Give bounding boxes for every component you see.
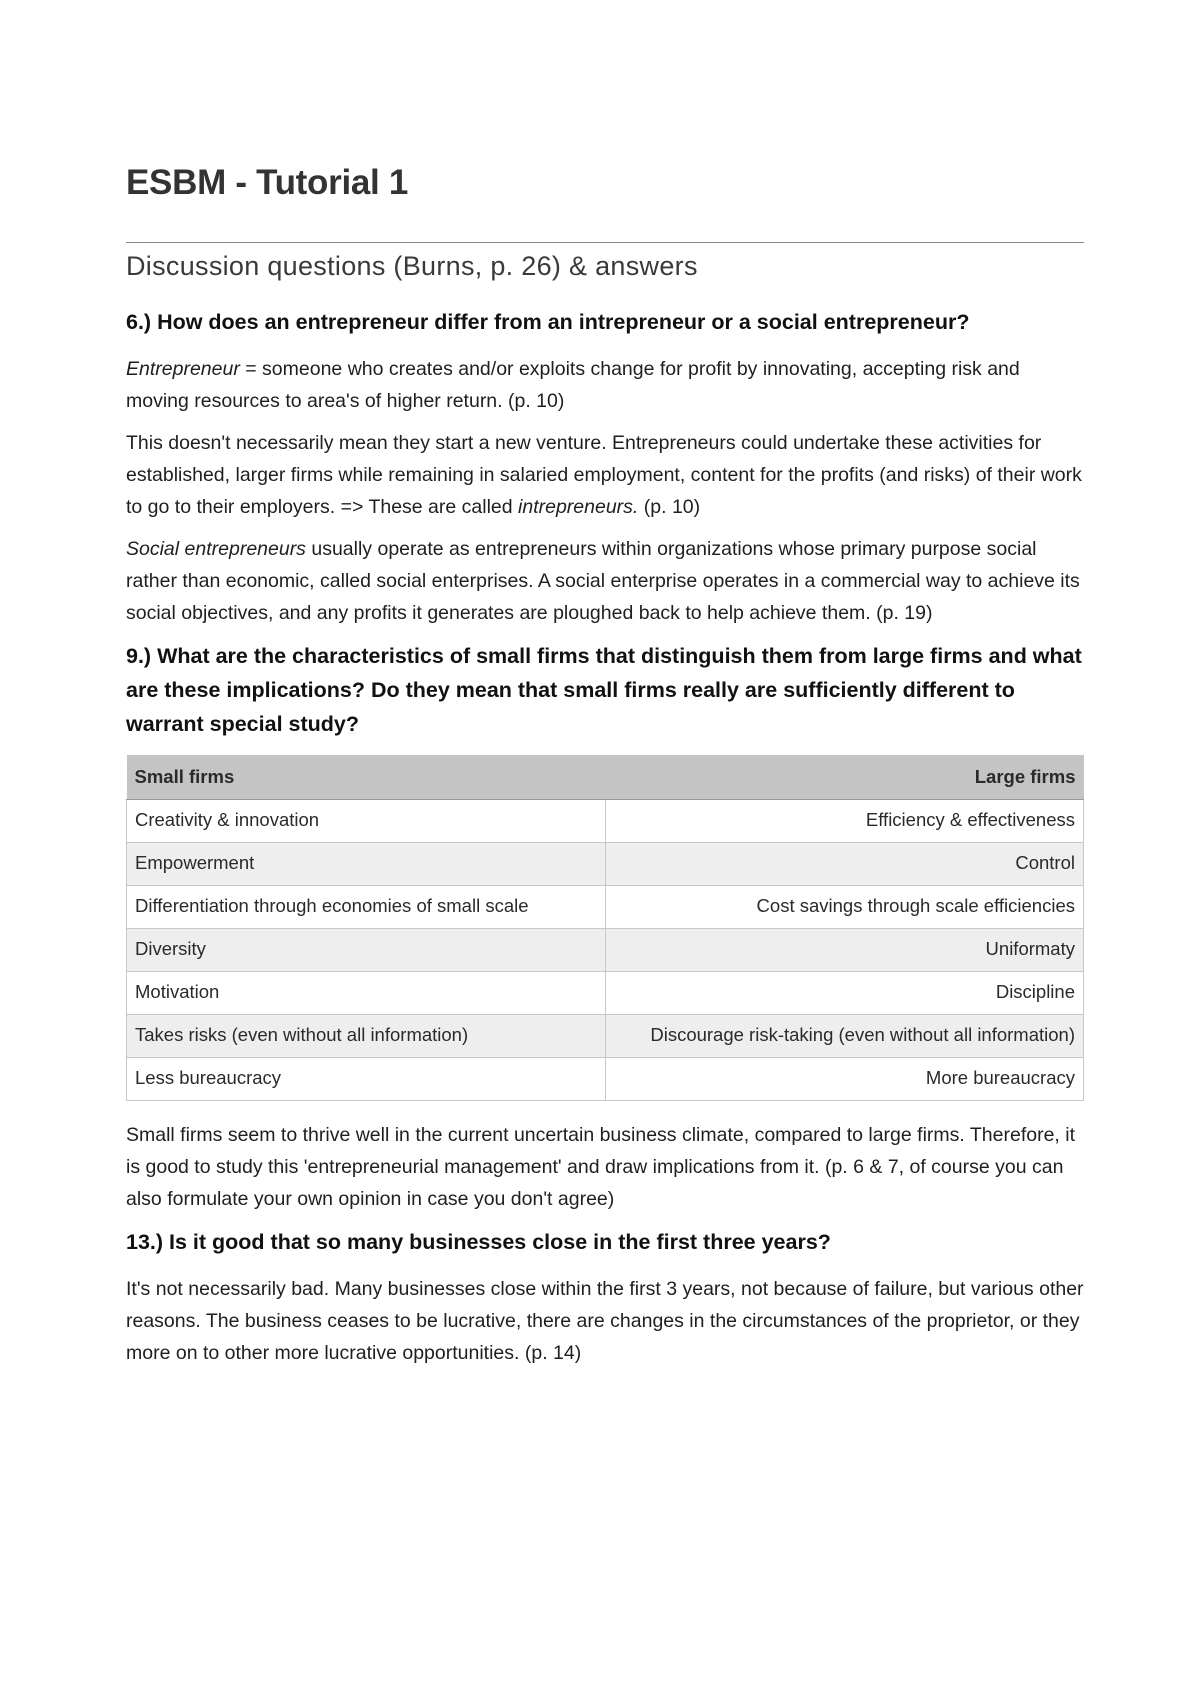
intrepreneur-text: This doesn't necessarily mean they start a new venture. Entrepreneurs could undertake these activities for established, larger firms while remaining in salaried employment, content for the profits (and risks) of their work to go to their employers. => These are called [126, 432, 1082, 518]
entrepreneur-term: Entrepreneur [126, 358, 240, 380]
table-row [127, 800, 1084, 843]
large-firms-cell: Efficiency & effectiveness [605, 800, 1084, 843]
large-firms-cell: Cost savings through scale efficiencies [605, 886, 1084, 929]
document-body [126, 305, 1084, 1379]
small-firms-cell: Diversity [127, 929, 606, 972]
question-9-heading: 9.) What are the characteristics of small firms that distinguish them from large firms and what are these implications? Do they mean that small firms really are sufficiently different to warrant special study? [126, 644, 1082, 736]
social-entrepreneur-term: Social entrepreneurs [126, 538, 306, 560]
question-13-answer: It's not necessarily bad. Many businesses close within the first 3 years, not because of failure, but various other reasons. The business ceases to be lucrative, there are changes in the circumstances of the proprietor, or they more on to other more lucrative opportunities. (p. 14) [126, 1278, 1084, 1364]
large-firms-cell: Discourage risk-taking (even without all information) [605, 1015, 1084, 1058]
table-row [127, 886, 1084, 929]
social-entrepreneur-text: usually operate as entrepreneurs within organizations whose primary purpose social rather than economic, called social enterprises. A social enterprise operates in a commercial way to achieve its social objectives, and any profits it generates are ploughed back to help achieve them. (p. 19) [126, 538, 1080, 624]
question-9-section [126, 639, 1084, 1215]
large-firms-cell: Control [605, 843, 1084, 886]
question-9-answer: Small firms seem to thrive well in the current uncertain business climate, compared to large firms. Therefore, it is good to study this 'entrepreneurial management' and draw implications from it. (p. 6 & 7, of course you can also formulate your own opinion in case you don't agree) [126, 1124, 1076, 1210]
question-6-section [126, 305, 1084, 629]
table-row [127, 929, 1084, 972]
social-entrepreneur-paragraph [126, 533, 1084, 629]
entrepreneur-definition [126, 353, 1084, 417]
question-13-heading: 13.) Is it good that so many businesses close in the first three years? [126, 1230, 831, 1254]
page-subtitle: Discussion questions (Burns, p. 26) & answers [126, 251, 698, 281]
header-large-firms: Large firms [605, 755, 1084, 800]
entrepreneur-definition-text: = someone who creates and/or exploits change for profit by innovating, accepting risk and moving resources to area's of higher return. (p. 10) [126, 358, 1020, 412]
question-6-heading: 6.) How does an entrepreneur differ from an intrepreneur or a social entrepreneur? [126, 310, 970, 334]
small-firms-cell: Differentiation through economies of small scale [127, 886, 606, 929]
header-small-firms: Small firms [127, 755, 606, 800]
title-divider [126, 242, 1084, 243]
intrepreneur-term: intrepreneurs. [518, 496, 639, 518]
question-13-section [126, 1225, 1084, 1369]
intrepreneur-paragraph [126, 427, 1084, 523]
large-firms-cell: Discipline [605, 972, 1084, 1015]
small-firms-cell: Motivation [127, 972, 606, 1015]
large-firms-cell: Uniformaty [605, 929, 1084, 972]
table-row [127, 843, 1084, 886]
large-firms-cell: More bureaucracy [605, 1058, 1084, 1101]
table-row [127, 1058, 1084, 1101]
small-firms-cell: Less bureaucracy [127, 1058, 606, 1101]
small-firms-cell: Empowerment [127, 843, 606, 886]
table-row [127, 1015, 1084, 1058]
page-title: ESBM - Tutorial 1 [126, 163, 409, 202]
table-header-row [127, 755, 1084, 800]
intrepreneur-page-ref: (p. 10) [638, 496, 701, 518]
small-firms-cell: Takes risks (even without all information) [127, 1015, 606, 1058]
small-firms-cell: Creativity & innovation [127, 800, 606, 843]
table-row [127, 972, 1084, 1015]
firms-comparison-table [126, 755, 1084, 1101]
